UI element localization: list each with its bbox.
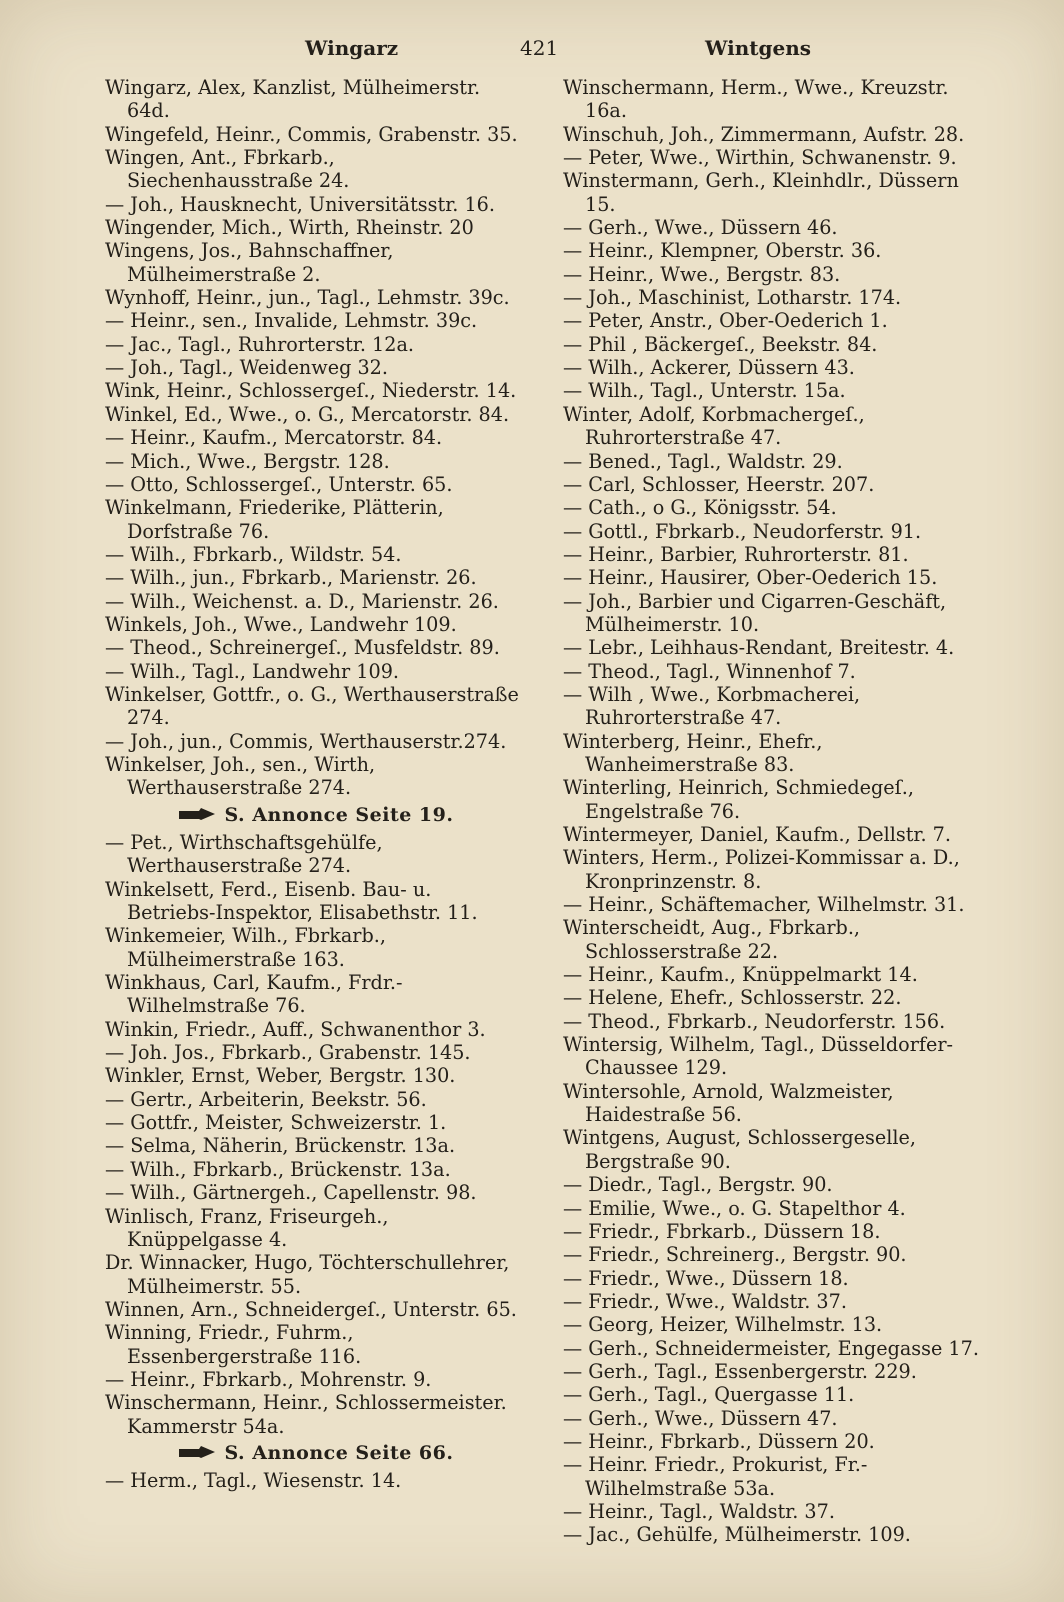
directory-entry: — Joh., Tagl., Weidenweg 32. (105, 356, 388, 380)
directory-entry: — Peter, Anstr., Ober-Oederich 1. (563, 309, 888, 333)
page-number: 421 (520, 36, 559, 60)
directory-entry: Wingens, Jos., Bahnschaffner, Mülheimerstraße 2. (105, 239, 394, 286)
directory-entry: — Friedr., Wwe., Waldstr. 37. (563, 1289, 847, 1313)
directory-entry: Winterscheidt, Aug., Fbrkarb., Schlosserstraße 22. (563, 916, 861, 963)
directory-entry: Winter, Adolf, Korbmachergeſ., Ruhrorterstraße 47. (563, 402, 865, 450)
directory-entry: — Diedr., Tagl., Bergstr. 90. (563, 1173, 833, 1197)
directory-entry: — Wilh., Ackerer, Düssern 43. (563, 356, 855, 380)
directory-entry: — Joh., Barbier und Cigarren-Geschäft, Mülheimerstr. 10. (563, 589, 947, 636)
header-right-keyword: Wintgens (705, 36, 811, 60)
directory-entry: — Wilh., Tagl., Landwehr 109. (105, 659, 400, 683)
directory-entry: Wingen, Ant., Fbrkarb., Siechenhausstraße 24. (105, 146, 350, 193)
directory-entry: Winkin, Friedr., Auff., Schwanenthor 3. (105, 1017, 486, 1041)
directory-entry: — Friedr., Fbrkarb., Düssern 18. (563, 1219, 881, 1243)
directory-entry: Wintgens, August, Schlossergeselle, Bergstraße 90. (563, 1126, 916, 1173)
directory-entry: Winkel, Ed., Wwe., o. G., Mercatorstr. 84. (105, 402, 510, 426)
directory-entry: — Phil , Bäckergeſ., Beekstr. 84. (563, 332, 878, 356)
left-entry-list-3 (105, 1469, 525, 1492)
directory-entry: Wink, Heinr., Schlossergeſ., Niederstr. 14. (105, 379, 517, 403)
directory-entry: Winkelser, Gottfr., o. G., Werthauserstraße 274. (105, 682, 519, 730)
directory-entry: — Heinr., Fbrkarb., Düssern 20. (563, 1429, 875, 1453)
directory-entry: — Carl, Schlosser, Heerstr. 207. (563, 472, 875, 496)
directory-entry: — Theod., Schreinergeſ., Musfeldstr. 89. (105, 636, 500, 660)
directory-entry: Winnen, Arn., Schneidergeſ., Unterstr. 65. (105, 1297, 517, 1321)
pointing-hand-icon (177, 1445, 217, 1461)
directory-entry: Winkler, Ernst, Weber, Bergstr. 130. (105, 1064, 456, 1088)
directory-entry: — Pet., Wirthschaftsgehülfe, Werthauserstraße 274. (105, 831, 383, 878)
directory-entry: — Heinr., Kaufm., Mercatorstr. 84. (105, 426, 443, 450)
directory-entry: Winters, Herm., Polizei-Kommissar a. D., Kronprinzenstr. 8. (563, 846, 960, 893)
directory-entry: — Herm., Tagl., Wiesenstr. 14. (105, 1469, 402, 1493)
directory-entry: — Wilh., Gärtnergeh., Capellenstr. 98. (105, 1181, 477, 1205)
directory-entry: — Heinr., Hausirer, Ober-Oederich 15. (563, 566, 938, 590)
directory-entry: — Heinr., Tagl., Waldstr. 37. (563, 1499, 835, 1523)
directory-entry: — Selma, Näherin, Brückenstr. 13a. (105, 1134, 456, 1158)
directory-entry: Dr. Winnacker, Hugo, Töchterschullehrer, Mülheimerstr. 55. (105, 1251, 510, 1298)
directory-entry: Winterling, Heinrich, Schmiedegeſ., Engelstraße 76. (563, 776, 914, 823)
directory-entry: — Heinr., Barbier, Ruhrorterstr. 81. (563, 542, 909, 566)
directory-entry: — Heinr., Kaufm., Knüppelmarkt 14. (563, 963, 918, 987)
directory-entry: Wintermeyer, Daniel, Kaufm., Dellstr. 7. (563, 823, 951, 846)
directory-entry: — Georg, Heizer, Wilhelmstr. 13. (563, 1313, 883, 1337)
directory-entry: — Heinr., sen., Invalide, Lehmstr. 39c. (105, 309, 478, 333)
right-entry-list (563, 76, 993, 1547)
directory-entry: — Heinr. Friedr., Prokurist, Fr.-Wilhelmstraße 53a. (563, 1453, 868, 1500)
directory-entry: — Joh., Hausknecht, Universitätsstr. 16. (105, 192, 495, 216)
directory-entry: Winning, Friedr., Fuhrm., Essenbergerstraße 116. (105, 1321, 362, 1368)
directory-entry: — Gerh., Wwe., Düssern 46. (563, 216, 838, 240)
directory-entry: — Otto, Schlossergeſ., Unterstr. 65. (105, 472, 453, 496)
directory-entry: — Joh., Maschinist, Lotharstr. 174. (563, 286, 902, 310)
directory-entry: Winkhaus, Carl, Kaufm., Frdr.-Wilhelmstraße 76. (105, 971, 403, 1018)
directory-entry: Wingender, Mich., Wirth, Rheinstr. 20 (105, 216, 474, 240)
directory-entry: — Heinr., Klempner, Oberstr. 36. (563, 239, 882, 263)
directory-entry: — Gottl., Fbrkarb., Neudorferstr. 91. (563, 519, 922, 543)
directory-entry: — Wilh., Fbrkarb., Brückenstr. 13a. (105, 1157, 451, 1181)
directory-entry: Wingefeld, Heinr., Commis, Grabenstr. 35. (105, 122, 518, 146)
directory-entry: — Helene, Ehefr., Schlosserstr. 22. (563, 986, 902, 1010)
directory-entry: — Gertr., Arbeiterin, Beekstr. 56. (105, 1087, 427, 1111)
directory-entry: — Wilh , Wwe., Korbmacherei, Ruhrorterstraße 47. (563, 682, 861, 730)
directory-entry: — Joh., jun., Commis, Werthauserstr.274. (105, 729, 507, 753)
directory-entry: — Theod., Fbrkarb., Neudorferstr. 156. (563, 1009, 946, 1033)
directory-entry: — Heinr., Schäftemacher, Wilhelmstr. 31. (563, 893, 965, 917)
page-header (105, 30, 984, 64)
directory-entry: — Mich., Wwe., Bergstr. 128. (105, 449, 390, 473)
directory-entry: Winstermann, Gerh., Kleinhdlr., Düssern 15. (563, 169, 959, 216)
directory-entry: Winschuh, Joh., Zimmermann, Aufstr. 28. (563, 122, 965, 146)
directory-entry: — Wilh., Tagl., Unterstr. 15a. (563, 379, 846, 403)
directory-entry: — Gerh., Wwe., Düssern 47. (563, 1406, 838, 1430)
directory-entry: Winkels, Joh., Wwe., Landwehr 109. (105, 612, 457, 636)
directory-entry: — Jac., Gehülfe, Mülheimerstr. 109. (563, 1523, 911, 1547)
left-entry-list (105, 76, 525, 800)
directory-entry: — Gerh., Tagl., Quergasse 11. (563, 1383, 855, 1407)
directory-entry: Winschermann, Herm., Wwe., Kreuzstr. 16a. (563, 76, 949, 123)
directory-entry: — Gerh., Tagl., Essenbergerstr. 229. (563, 1359, 917, 1383)
annonce-text-2: S. Annonce Seite 66. (224, 1441, 454, 1464)
left-column (105, 76, 525, 1493)
directory-entry: — Cath., o G., Königsstr. 54. (563, 496, 837, 520)
directory-entry: — Bened., Tagl., Waldstr. 29. (563, 449, 843, 473)
directory-entry: Winkelser, Joh., sen., Wirth, Werthauserstraße 274. (105, 752, 376, 800)
header-left-keyword: Wingarz (305, 36, 399, 60)
directory-entry: — Peter, Wwe., Wirthin, Schwanenstr. 9. (563, 146, 957, 170)
directory-entry: Wynhoff, Heinr., jun., Tagl., Lehmstr. 39c. (105, 286, 510, 310)
directory-entry: Winkelmann, Friederike, Plätterin, Dorfstraße 76. (105, 496, 444, 543)
directory-entry: Wingarz, Alex, Kanzlist, Mülheimerstr. 64d. (105, 76, 481, 123)
directory-entry: — Friedr., Wwe., Düssern 18. (563, 1266, 849, 1290)
directory-entry: — Gerh., Schneidermeister, Engegasse 17. (563, 1336, 979, 1360)
directory-entry: — Theod., Tagl., Winnenhof 7. (563, 659, 856, 683)
left-entry-list-2 (105, 831, 525, 1438)
pointing-hand-icon (177, 807, 217, 823)
directory-entry: — Wilh., jun., Fbrkarb., Marienstr. 26. (105, 566, 477, 590)
annonce-text-1: S. Annonce Seite 19. (224, 803, 454, 826)
directory-entry: Wintersig, Wilhelm, Tagl., Düsseldorfer-Chaussee 129. (563, 1033, 953, 1080)
directory-entry: — Emilie, Wwe., o. G. Stapelthor 4. (563, 1196, 906, 1220)
directory-entry: — Wilh., Weichenst. a. D., Marienstr. 26. (105, 589, 499, 613)
directory-entry: Winkemeier, Wilh., Fbrkarb., Mülheimerstraße 163. (105, 924, 386, 971)
directory-entry: — Lebr., Leihhaus-Rendant, Breitestr. 4. (563, 636, 955, 660)
annonce-note-2 (105, 1442, 525, 1465)
directory-entry: — Heinr., Fbrkarb., Mohrenstr. 9. (105, 1367, 432, 1391)
directory-entry: — Jac., Tagl., Ruhrorterstr. 12a. (105, 332, 414, 356)
directory-entry: Winkelsett, Ferd., Eisenb. Bau- u. Betriebs-Inspektor, Elisabethstr. 11. (105, 877, 478, 925)
directory-entry: — Heinr., Wwe., Bergstr. 83. (563, 262, 841, 286)
directory-entry: — Friedr., Schreinerg., Bergstr. 90. (563, 1243, 907, 1267)
directory-entry: Winterberg, Heinr., Ehefr., Wanheimerstraße 83. (563, 729, 823, 776)
directory-entry: Wintersohle, Arnold, Walzmeister, Haidestraße 56. (563, 1079, 894, 1127)
directory-entry: — Gottfr., Meister, Schweizerstr. 1. (105, 1111, 447, 1135)
annonce-note-1 (105, 804, 525, 827)
right-column (563, 76, 993, 1547)
directory-entry: — Wilh., Fbrkarb., Wildstr. 54. (105, 542, 402, 566)
directory-entry: Winlisch, Franz, Friseurgeh., Knüppelgasse 4. (105, 1204, 389, 1251)
directory-entry: — Joh. Jos., Fbrkarb., Grabenstr. 145. (105, 1041, 471, 1065)
directory-entry: Winschermann, Heinr., Schlossermeister. Kammerstr 54a. (105, 1391, 507, 1438)
